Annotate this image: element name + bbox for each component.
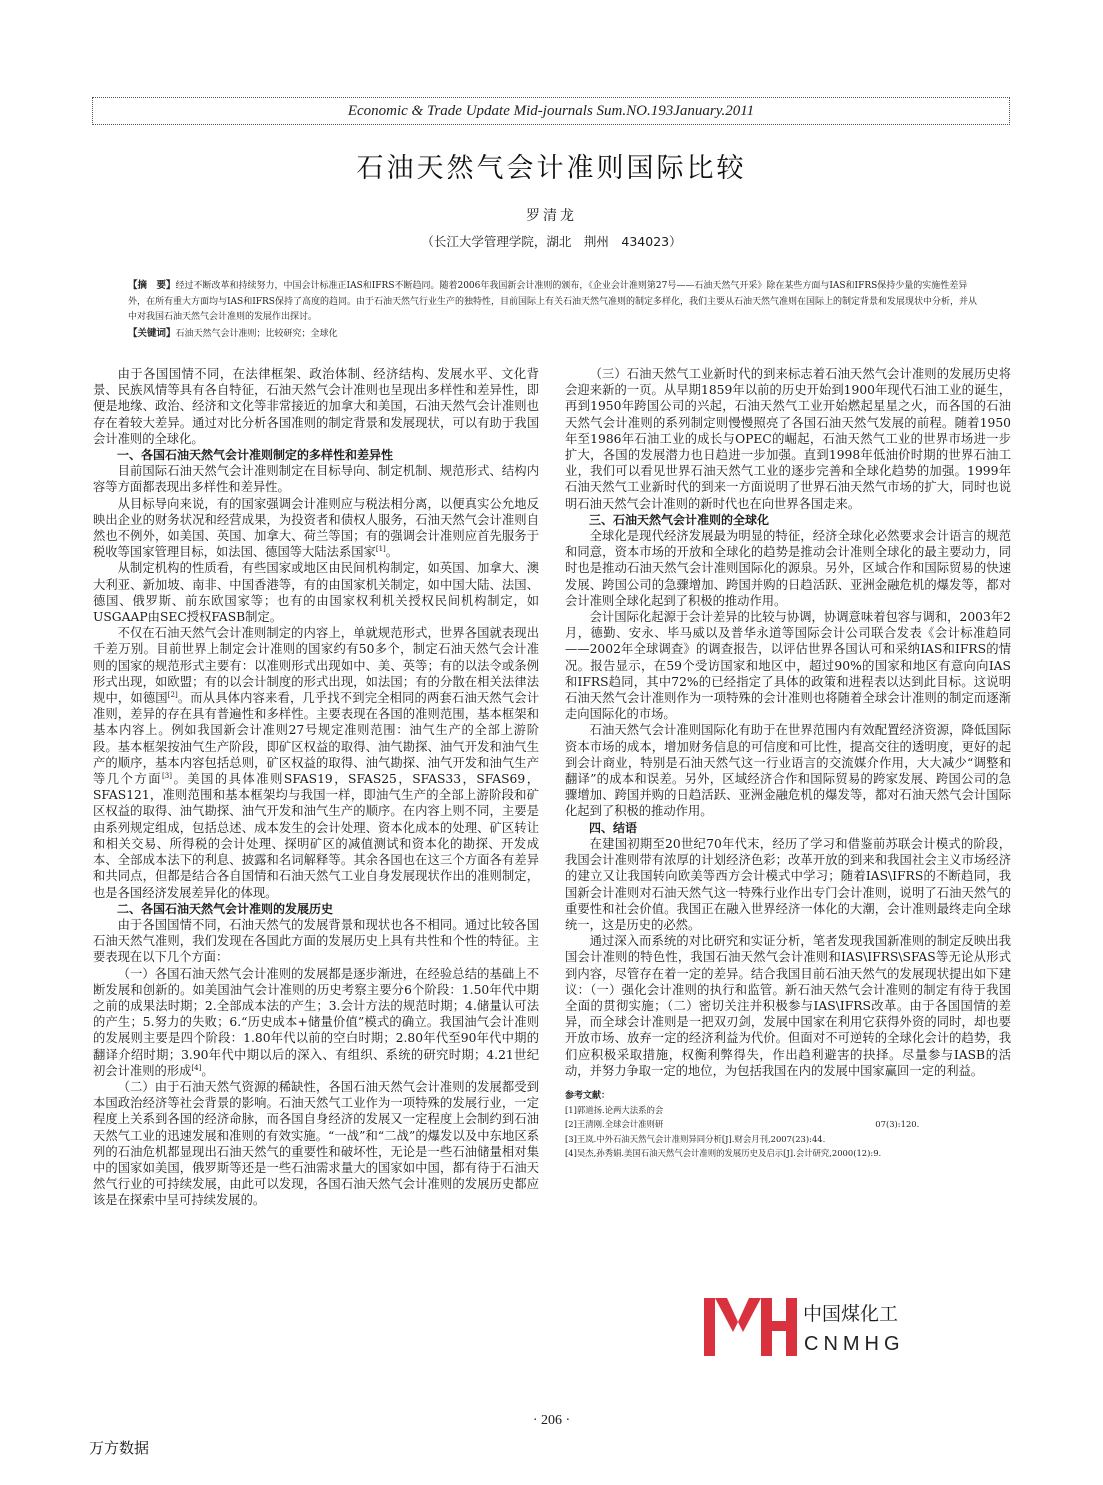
citation-4: [4] [191,1063,202,1072]
author-name: 罗清龙 [526,208,577,224]
reference-item: [4]吴杰,孙秀娟.美国石油天然气会计准则的发展历史及启示[J].会计研究,2000(12):9. [565,1147,882,1158]
logo-chinese-text: 中国煤化工 [803,1303,899,1325]
reference-text: [2]王清刚.全球会计准则研 [565,1119,664,1130]
right-column [565,366,1011,1160]
citation-3: [3] [162,771,172,780]
section-1-heading: 一、各国石油天然气会计准则制定的多样性和差异性 [117,448,394,463]
section-2-paragraph-2 [93,966,539,1079]
section-1-paragraph-3: 从制定机构的性质看，有些国家或地区由民间机构制定，如英国、加拿大、澳大利亚、新加坡、南非、中国香港等，有的由国家机关制定，如中国大陆、法国、德国、俄罗斯、前东欧国家等；也有的由国家权利机关授权民间机构制定，如USGAAP由SEC授权FASB制定。 [93,561,539,625]
paragraph-end: 。 [201,1063,214,1078]
left-column [93,366,539,1391]
keywords-label: 【关键词】 [128,327,176,339]
paragraph-text: 从目标导向来说，有的国家强调会计准则应与税法相分离，以便真实公允地反映出企业的财务状况和经营成果，为投资者和债权人服务，石油天然气会计准则自然也不例外，如美国、英国、加拿大、荷兰等国；有的强调会计准则应首先服务于税收等国家管理目标，如法国、德国等大陆法系国家 [93,496,539,560]
section-3-paragraph-2: 会计国际化起源于会计差异的比较与协调，协调意味着包容与调和，2003年2月，德勤、安永、毕马威以及普华永道等国际会计公司联合发表《会计标准趋同——2002年全球调查》的调查报告，以评估世界各国认可和采纳IAS和IFRS的情况。报告显示，在59个受访国家和地区中，超过90%的国家和地区有意向向IAS和IFRS趋同，其中72%的已经指定了具体的政策和进程表以达到此目标。这说明石油天然气会计准则作为一项特殊的会计准则也将随着全球会计准则的制定而逐渐走向国际化的市场。 [565,610,1011,722]
abstract-paragraph [128,278,978,326]
cnmhg-logo-mark [700,1296,920,1358]
section-4-paragraph-1: 在建国初期至20世纪70年代末，经历了学习和借鉴前苏联会计模式的阶段，我国会计准则带有浓厚的计划经济色彩；改革开放的到来和我国社会主义市场经济的建立又让我国转向欧美等西方会计模式中学习；随着IAS\IFRS的不断趋同，我国新会计准则对石油天然气这一特殊行业作出专门会计准则，说明了石油天然气的重要性和社会价值。我国正在融入世界经济一体化的大潮，会计准则最终走向全球统一，这是历史的必然。 [565,836,1011,932]
intro-paragraph: 由于各国国情不同，在法律框架、政治体制、经济结构、发展水平、文化背景、民族风情等具有各自特征，石油天然气会计准则也呈现出多样性和差异性，即便是地缘、政治、经济和文化等非常接近的加拿大和美国，石油天然气会计准则也存在着较大差异。通过对比分析各国准则的制定背景和发展现状，可以有助于我国会计准则的全球化。 [93,367,539,446]
source-label: 万方数据 [89,1439,150,1457]
paragraph-end: 。 [385,545,399,560]
section-3-paragraph-1: 全球化是现代经济发展最为明显的特征，经济全球化必然要求会计语言的规范和同意，资本市场的开放和全球化的趋势是推动会计准则全球化的最主要动力，同时也是推动石油天然气会计准则国际化的源泉。另外，区域合作和国际贸易的快速发展、跨国公司的急骤增加、跨国并购的日趋活跃、亚洲金融危机的爆发等，都对会计准则全球化起到了积极的推动作用。 [565,529,1011,608]
reference-item [565,1117,1011,1131]
logo-latin-text: CNMHG [804,1333,905,1355]
keywords-text: 石油天然气会计准则；比较研究；全球化 [175,328,338,339]
section-4-paragraph-2: 通过深入而系统的对比研究和实证分析，笔者发现我国新准则的制定反映出我国会计准则的特色性，我国石油天然气会计准则和IAS\IFRS\SFAS等无论从形式到内容，尽管存在着一定的差异。结合我国目前石油天然气的发展现状提出如下建议：（一）强化会计准则的执行和监管。新石油天然气会计准则的制定有待于我国全面的贯彻实施；（二）密切关注并积极参与IAS\IFRS改革。由于各国国情的差异，而全球会计准则是一把双刃剑，发展中国家在利用它获得外资的同时，却也要开放市场、放弃一定的经济利益为代价。但面对不可逆转的全球化会计的趋势，我们应积极采取措施，权衡利弊得失，作出趋利避害的抉择。尽量参与IASB的活动，并努力争取一定的地位，为包括我国在内的发展中国家赢回一定的利益。 [565,934,1011,1078]
references-title: 参考文献： [565,1090,611,1101]
section-3-heading: 三、石油天然气会计准则的全球化 [589,512,770,527]
reference-item: [3]王岚.中外石油天然气会计准则异同分析[J].财会月刊,2007(23):44. [565,1133,826,1144]
citation-2: [2] [167,690,178,699]
section-1-paragraph-1: 目前国际石油天然气会计准则制定在目标导向、制定机制、规范形式、结构内容等方面都表现出多样性和差异性。 [93,464,539,495]
reference-item: [1]郭道扬.论两大法系的会 [565,1105,664,1116]
references [565,1089,1011,1160]
paragraph-text: 。美国的具体准则SFAS19，SFAS25，SFAS33，SFAS69，SFAS121，准则范围和基本框架均与我国一样，即油气生产的全部上游阶段和矿区权益的取得、油气勘探、油气开发和油气生产的顺序。在内容上则不同，主要是由系列规定组成，包括总述、成本发生的会计处理、资本化成本的处理、矿区转让和相关交易、所得税的会计处理、探明矿区的减值测试和资本化的勘探、开发成本、全部成本法下的利息、披露和名词解释等。其余各国也在这三个方面各有差异和共同点，但都是结合各自国情和石油天然气工业自身发展现状作出的准则制定，也是各国经济发展差异化的体现。 [93,772,539,900]
paragraph-text: 。而从具体内容来看，几乎找不到完全相同的两套石油天然气会计准则，差异的存在具有普遍性和多样性。主要表现在各国的准则范围，基本框架和基本内容上。例如我国新会计准则27号规定准则范围：油气生产的全部上游阶段。基本框架按油气生产阶段，即矿区权益的取得、油气勘探、油气开发和油气生产的顺序，基本内容包括总则，矿区权益的取得、油气勘探、油气开发和油气生产等几个方面 [93,691,539,787]
section-1-paragraph-4 [93,625,539,900]
section-3-paragraph-3: 石油天然气会计准则国际化有助于在世界范围内有效配置经济资源，降低国际资本市场的成本，增加财务信息的可信度和可比性，提高交往的透明度，更好的起到会计商业，特别是石油天然气这一行业语言的交流媒介作用，大大减少“调整和翻译”的成本和误差。另外，区域经济合作和国际贸易的跨家发展、跨国公司的急骤增加、跨国并购的日趋活跃、亚洲金融危机的爆发等，都对石油天然气会计国际化起到了积极的推动作用。 [565,723,1011,819]
page-number: · 206 · [532,1413,571,1428]
section-1-paragraph-2 [93,496,539,561]
section-4-heading: 四、结语 [589,820,638,835]
abstract-label: 【摘 要】 [128,280,176,291]
citation-1: [1] [375,545,386,554]
section-2-paragraph-4: （三）石油天然气工业新时代的到来标志着石油天然气会计准则的发展历史将会迎来新的一页。从早期1859年以前的历史开始到1900年现代石油工业的诞生，再到1950年跨国公司的兴起，石油天然气工业开始燃起星星之火，而各国的石油天然气会计准则的系列制定则慢慢照亮了各国石油天然气发展的前程。随着1950年至1986年石油工业的成长与OPEC的崛起，石油天然气工业的世界市场进一步扩大，各国的发展潜力也日趋进一步加强。直到1998年低油价时期的世界石油工业，我们可以看见世界石油天然气工业的逐步完善和全球化趋势的加强。1999年石油天然气工业新时代的到来一方面说明了世界石油天然气市场的扩大，同时也说明石油天然气会计准则的新时代也在向世界各国走来。 [565,367,1011,511]
journal-info: Economic & Trade Update Mid-journals Sum.NO.193January.2011 [347,103,755,119]
author-affiliation: （长江大学管理学院，湖北 荆州 434023） [421,234,682,249]
abstract-text: 经过不断改革和持续努力，中国会计标准正IAS和IFRS不断趋同。随着2006年我国新会计准则的颁布，《企业会计准则第27号——石油天然气开采》除在某些方面与IAS和IFRS保持少量的实施性差异外，在所有重大方面均与IAS和IFRS保持了高度的趋同。由于石油天然气行业生产的独特性，目前国际上有关石油天然气准则的制定多样化，我们主要从石油天然气准则在国际上的制定背景和发展现状中分析，并从中对我国石油天然气会计准则的发展作出探讨。 [128,281,977,323]
abstract-block [128,278,978,342]
section-2-heading: 二、各国石油天然气会计准则的发展历史 [117,901,334,916]
cnmhg-watermark-logo [700,1296,920,1358]
journal-header [92,97,1010,125]
section-2-paragraph-3: （二）由于石油天然气资源的稀缺性，各国石油天然气会计准则的发展都受到本国政治经济等社会背景的影响。石油天然气工业作为一项特殊的发展行业，一定程度上关系到各国的经济命脉，而各国自身经济的发展又一定程度上会制约到石油天然气工业的迅速发展和准则的有效实施。“一战”和“二战”的爆发以及中东地区系列的石油危机都显现出石油天然气的重要性和破坏性，无论是一些石油储量相对集中的国家如美国，俄罗斯等还是一些石油需求量大的国家如中国，都有待于石油天然气行业的可持续发展，由此可以发现，各国石油天然气会计准则的发展历史都应该是在探索中呈可持续发展的。 [93,1079,539,1208]
section-2-paragraph-1: 由于各国国情不同，石油天然气的发展背景和现状也各不相同。通过比较各国石油天然气准则，我们发现在各国此方面的发展历史上具有共性和个性的特征。主要表现在以下几个方面： [93,917,539,965]
article-title: 石油天然气会计准则国际比较 [356,153,747,184]
paragraph-text: 不仅在石油天然气会计准则制定的内容上，单就规范形式，世界各国就表现出千差万别。目前世界上制定会计准则的国家约有50多个，制定石油天然气会计准则的国家的规范形式主要有：以准则形式出现如中、美、英等；有的以法令或条例形式出现，如欧盟；有的以会计制度的形式出现，如法国；有的分散在相关法律法规中，如德国 [93,626,539,706]
keywords-line [128,326,978,343]
paragraph-text: （一）各国石油天然气会计准则的发展都是逐步渐进，在经验总结的基础上不断发展和创新的。如美国油气会计准则的历史考察主要分6个阶段：1.50年代中期之前的成果法时期；2.全部成本法的产生；3.会计方法的规范时期；4.储量认可法的产生；5.努力的失败；6.“历史成本+储量价值”模式的确立。我国油气会计准则的发展则主要是四个阶段：1.80年代以前的空白时期；2.80年代至90年代中期的翻译介绍时期；3.90年代中期以后的深入、有组织、系统的研究时期；4.21世纪初会计准则的形成 [93,966,539,1078]
reference-tail: 07(3):120. [875,1119,920,1130]
